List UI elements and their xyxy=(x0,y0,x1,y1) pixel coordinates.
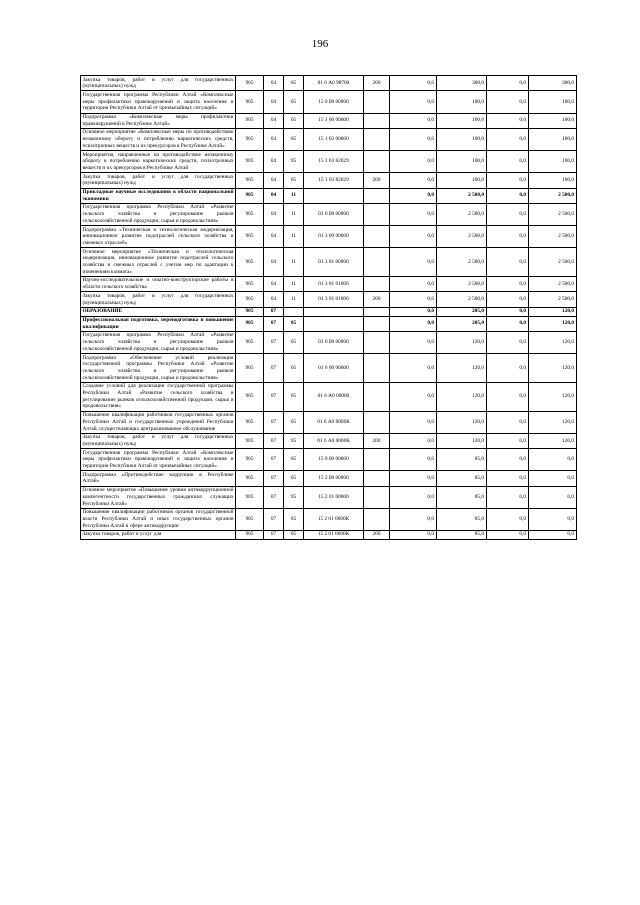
table-row xyxy=(81,91,577,113)
table-row xyxy=(81,354,577,383)
table-row xyxy=(81,248,577,277)
cell-name: Закупка товаров, работ и услуг для государственных (муниципальных) нужд xyxy=(82,173,234,187)
cell-name: Закупка товаров, работ и услуг для государственных (муниципальных) нужд xyxy=(82,76,234,90)
cell-pr: 11 xyxy=(284,203,304,225)
cell-vr xyxy=(364,382,390,411)
cell-vr xyxy=(364,113,390,128)
cell-name: Основное мероприятие «Повышение уровня антикоррупционной компетентности государственных гражданских служащих Республики Алтай» xyxy=(82,487,234,507)
cell-csr: 01 0 00 00000 xyxy=(304,331,364,353)
cell-vr xyxy=(364,203,390,225)
cell-grbs: 905 xyxy=(236,471,264,486)
cell-grbs: 905 xyxy=(236,76,264,91)
cell-grbs: 905 xyxy=(236,276,264,291)
cell-amount-4: 100,0 xyxy=(529,173,577,188)
cell-amount-1: 0,0 xyxy=(390,76,437,91)
cell-name: Закупка товаров, работ и услуг для государственных (муниципальных) нужд xyxy=(82,292,234,306)
cell-amount-2: 2 500,0 xyxy=(437,276,487,291)
cell-amount-1: 0,0 xyxy=(390,173,437,188)
cell-vr: 200 xyxy=(364,292,390,307)
cell-amount-3: 0,0 xyxy=(487,248,529,277)
cell-amount-3: 0,0 xyxy=(487,226,529,248)
cell-pr: 05 xyxy=(284,113,304,128)
cell-rz: 04 xyxy=(264,76,284,91)
cell-rz: 07 xyxy=(264,411,284,433)
cell-amount-2: 120,0 xyxy=(437,382,487,411)
cell-vr xyxy=(364,151,390,173)
cell-csr: 01 3 01 01006 xyxy=(304,292,364,307)
table-row xyxy=(81,508,577,530)
cell-amount-2: 2 500,0 xyxy=(437,292,487,307)
cell-amount-4: 2 500,0 xyxy=(529,276,577,291)
cell-csr: 01 3 00 00000 xyxy=(304,226,364,248)
cell-amount-4: 120,0 xyxy=(529,354,577,383)
cell-rz: 04 xyxy=(264,188,284,203)
cell-grbs: 905 xyxy=(236,449,264,471)
table-row xyxy=(81,128,577,150)
cell-vr xyxy=(364,449,390,471)
cell-grbs: 905 xyxy=(236,91,264,113)
cell-pr: 11 xyxy=(284,188,304,203)
cell-pr: 05 xyxy=(284,91,304,113)
cell-vr: 200 xyxy=(364,530,390,539)
cell-amount-3: 0,0 xyxy=(487,411,529,433)
cell-amount-2: 85,0 xyxy=(437,530,487,539)
cell-csr xyxy=(304,316,364,331)
cell-vr xyxy=(364,471,390,486)
cell-amount-3: 0,0 xyxy=(487,433,529,448)
cell-name: Научно-исследовательские и опытно-конструкторские работы в области сельского хозяйства xyxy=(82,277,234,291)
cell-amount-1: 0,0 xyxy=(390,203,437,225)
cell-name: ОБРАЗОВАНИЕ xyxy=(81,307,236,316)
cell-rz: 04 xyxy=(264,91,284,113)
cell-amount-4: 0,0 xyxy=(529,530,577,539)
cell-csr: 01 6 00 00000 xyxy=(304,354,364,383)
cell-csr: 15 0 00 00000 xyxy=(304,449,364,471)
cell-rz: 07 xyxy=(264,486,284,508)
cell-amount-2: 100,0 xyxy=(437,151,487,173)
cell-amount-1: 0,0 xyxy=(390,486,437,508)
cell-grbs: 905 xyxy=(236,292,264,307)
cell-amount-2: 205,0 xyxy=(437,316,487,331)
cell-pr: 05 xyxy=(284,449,304,471)
cell-amount-4: 2 500,0 xyxy=(529,226,577,248)
cell-csr: 01 6 А0 98700 xyxy=(304,76,364,91)
cell-name: Государственная программа Республики Алтай «Развитие сельского хозяйства и регулирование рынков сельскохозяйственной продукции, сырья и продовольствия» xyxy=(82,332,234,352)
cell-grbs: 905 xyxy=(236,411,264,433)
cell-csr: 01 6 А0 0000К xyxy=(304,433,364,448)
cell-csr: 15 1 03 82029 xyxy=(304,151,364,173)
table-row xyxy=(81,331,577,353)
cell-amount-3: 0,0 xyxy=(487,113,529,128)
cell-amount-2: 120,0 xyxy=(437,433,487,448)
cell-amount-2: 85,0 xyxy=(437,471,487,486)
cell-amount-3: 0,0 xyxy=(487,486,529,508)
cell-amount-1: 0,0 xyxy=(390,508,437,530)
cell-rz: 07 xyxy=(264,449,284,471)
cell-name: Создание условий для реализации государственной программы Республики Алтай «Развитие сельского хозяйства и регулирование рынков сельскохозяйственной продукции, сырья и продовольствия» xyxy=(82,383,234,410)
cell-csr: 01 3 01 00000 xyxy=(304,248,364,277)
budget-table xyxy=(80,75,577,540)
cell-name: Государственная программа Республики Алтай «Комплексные меры профилактики правонарушений и защита населения и территории Республики Алтай от чрезвычайных ситуаций» xyxy=(82,449,234,470)
cell-rz: 04 xyxy=(264,128,284,150)
cell-amount-4: 120,0 xyxy=(529,307,577,316)
cell-amount-4: 300,0 xyxy=(529,76,577,91)
cell-amount-1: 0,0 xyxy=(390,128,437,150)
table-row xyxy=(81,203,577,225)
table-row xyxy=(81,292,577,307)
cell-rz: 04 xyxy=(264,203,284,225)
cell-name: Подпрограмма «Комплексные меры профилактики правонарушений в Республике Алтай» xyxy=(82,114,234,127)
cell-name: Подпрограмма «Обеспечение условий реализации государственной программы Республики Алтай «Развитие сельского хозяйства и регулирование рынков сельскохозяйственной продукции, сырья и продовольствия» xyxy=(82,354,234,381)
cell-amount-4: 120,0 xyxy=(529,411,577,433)
cell-grbs: 905 xyxy=(236,354,264,383)
cell-pr: 05 xyxy=(284,173,304,188)
cell-amount-1: 0,0 xyxy=(390,354,437,383)
cell-amount-3: 0,0 xyxy=(487,471,529,486)
cell-vr: 200 xyxy=(364,76,390,91)
cell-rz: 04 xyxy=(264,276,284,291)
cell-amount-4: 0,0 xyxy=(529,486,577,508)
cell-amount-4: 120,0 xyxy=(529,433,577,448)
cell-amount-2: 85,0 xyxy=(437,449,487,471)
table-row xyxy=(81,226,577,248)
cell-vr xyxy=(364,331,390,353)
cell-amount-4: 100,0 xyxy=(529,113,577,128)
cell-csr: 15 2 00 00000 xyxy=(304,471,364,486)
cell-amount-3: 0,0 xyxy=(487,173,529,188)
cell-csr xyxy=(304,307,364,316)
cell-rz: 04 xyxy=(264,151,284,173)
cell-amount-1: 0,0 xyxy=(390,226,437,248)
cell-grbs: 905 xyxy=(236,113,264,128)
cell-vr xyxy=(364,276,390,291)
cell-rz: 07 xyxy=(264,307,284,316)
cell-rz: 07 xyxy=(264,316,284,331)
cell-csr: 15 1 00 00000 xyxy=(304,113,364,128)
cell-amount-3: 0,0 xyxy=(487,382,529,411)
cell-amount-4: 120,0 xyxy=(529,316,577,331)
cell-amount-2: 120,0 xyxy=(437,354,487,383)
page-number: 196 xyxy=(311,38,329,50)
cell-amount-1: 0,0 xyxy=(390,411,437,433)
cell-pr: 05 xyxy=(284,316,304,331)
cell-rz: 07 xyxy=(264,508,284,530)
cell-amount-1: 0,0 xyxy=(390,307,437,316)
cell-pr: 05 xyxy=(284,128,304,150)
cell-amount-3: 0,0 xyxy=(487,316,529,331)
table-row xyxy=(81,76,577,91)
cell-amount-4: 120,0 xyxy=(529,382,577,411)
cell-amount-3: 0,0 xyxy=(487,151,529,173)
cell-amount-2: 85,0 xyxy=(437,508,487,530)
cell-rz: 07 xyxy=(264,530,284,539)
table-row xyxy=(81,382,577,411)
table-row xyxy=(81,530,577,539)
cell-rz: 07 xyxy=(264,382,284,411)
cell-name: Повышение квалификации работников органов государственной власти Республики Алтай и иных государственных органов Республики Алтай в сфере антикоррупции xyxy=(82,509,234,529)
cell-pr: 05 xyxy=(284,508,304,530)
cell-amount-4: 2 500,0 xyxy=(529,248,577,277)
cell-amount-4: 0,0 xyxy=(529,508,577,530)
cell-vr xyxy=(364,248,390,277)
cell-grbs: 905 xyxy=(236,151,264,173)
cell-amount-1: 0,0 xyxy=(390,471,437,486)
table-row xyxy=(81,316,577,331)
cell-pr: 05 xyxy=(284,76,304,91)
cell-amount-2: 2 500,0 xyxy=(437,248,487,277)
cell-pr: 05 xyxy=(284,382,304,411)
table-row xyxy=(81,113,577,128)
table-row xyxy=(81,471,577,486)
cell-amount-3: 0,0 xyxy=(487,331,529,353)
cell-amount-3: 0,0 xyxy=(487,449,529,471)
cell-name: Закупка товаров, работ и услуг для xyxy=(81,530,236,539)
cell-amount-1: 0,0 xyxy=(390,113,437,128)
cell-grbs: 905 xyxy=(236,203,264,225)
table-row xyxy=(81,486,577,508)
cell-amount-1: 0,0 xyxy=(390,292,437,307)
cell-amount-4: 100,0 xyxy=(529,151,577,173)
cell-name: Закупка товаров, работ и услуг для государственных (муниципальных) нужд xyxy=(82,434,234,447)
cell-pr: 11 xyxy=(284,226,304,248)
cell-grbs: 905 xyxy=(236,188,264,203)
cell-rz: 04 xyxy=(264,248,284,277)
cell-grbs: 905 xyxy=(236,173,264,188)
cell-name: Профессиональная подготовка, переподготовка и повышение квалификации xyxy=(82,317,234,330)
table-row xyxy=(81,151,577,173)
cell-rz: 07 xyxy=(264,354,284,383)
cell-name: Государственная программа Республики Алтай «Развитие сельского хозяйства и регулирование рынков сельскохозяйственной продукции, сырья и продовольствия» xyxy=(82,204,234,224)
cell-name: Прикладные научные исследования в области национальной экономики xyxy=(82,189,234,202)
cell-csr: 15 1 03 00000 xyxy=(304,128,364,150)
cell-csr xyxy=(304,188,364,203)
cell-amount-2: 205,0 xyxy=(437,307,487,316)
cell-amount-1: 0,0 xyxy=(390,382,437,411)
cell-csr: 15 2 01 0000К xyxy=(304,530,364,539)
cell-pr: 11 xyxy=(284,248,304,277)
cell-vr xyxy=(364,316,390,331)
cell-vr xyxy=(364,226,390,248)
cell-vr xyxy=(364,508,390,530)
cell-csr: 15 2 01 00000 xyxy=(304,486,364,508)
cell-rz: 04 xyxy=(264,113,284,128)
cell-name: Мероприятия, направленные на противодействие незаконному обороту и потреблению наркотических средств, психотропных веществ и их прекурсоров в Республике Алтай xyxy=(82,151,234,171)
cell-grbs: 905 xyxy=(236,226,264,248)
cell-amount-2: 2 500,0 xyxy=(437,226,487,248)
cell-amount-3: 0,0 xyxy=(487,354,529,383)
table-row xyxy=(81,411,577,433)
cell-rz: 04 xyxy=(264,173,284,188)
cell-amount-1: 0,0 xyxy=(390,276,437,291)
cell-grbs: 905 xyxy=(236,530,264,539)
cell-amount-3: 0,0 xyxy=(487,188,529,203)
table-row xyxy=(81,188,577,203)
cell-pr: 05 xyxy=(284,486,304,508)
cell-vr xyxy=(364,486,390,508)
cell-amount-3: 0,0 xyxy=(487,76,529,91)
cell-name: Государственная программа Республики Алтай «Комплексные меры профилактики правонарушений и защита населения и территории Республики Алтай от чрезвычайных ситуаций» xyxy=(82,91,234,112)
cell-vr: 200 xyxy=(364,433,390,448)
cell-amount-2: 85,0 xyxy=(437,486,487,508)
cell-csr: 01 6 А0 0000К xyxy=(304,411,364,433)
cell-csr: 15 1 03 82029 xyxy=(304,173,364,188)
cell-name: Подпрограмма «Техническая и технологическая модернизация, инновационное развитие подотраслей сельского хозяйства и смежных отраслей» xyxy=(82,226,234,246)
cell-pr: 11 xyxy=(284,276,304,291)
cell-amount-1: 0,0 xyxy=(390,188,437,203)
cell-amount-4: 100,0 xyxy=(529,91,577,113)
cell-csr: 15 0 00 00000 xyxy=(304,91,364,113)
cell-name: Основное мероприятие «Техническая и технологическая модернизация, инновационное развитие подотраслей сельского хозяйства и смежных отраслей с учетом мер по адаптации к изменениям климата» xyxy=(82,248,234,275)
cell-amount-2: 100,0 xyxy=(437,91,487,113)
cell-amount-1: 0,0 xyxy=(390,331,437,353)
cell-amount-1: 0,0 xyxy=(390,248,437,277)
cell-amount-1: 0,0 xyxy=(390,433,437,448)
cell-amount-2: 2 500,0 xyxy=(437,203,487,225)
cell-amount-3: 0,0 xyxy=(487,128,529,150)
cell-vr xyxy=(364,307,390,316)
cell-vr xyxy=(364,354,390,383)
cell-amount-1: 0,0 xyxy=(390,91,437,113)
cell-grbs: 905 xyxy=(236,316,264,331)
cell-csr: 01 0 00 00000 xyxy=(304,203,364,225)
cell-vr xyxy=(364,188,390,203)
cell-amount-3: 0,0 xyxy=(487,508,529,530)
cell-name: Основное мероприятие «Комплексные меры по противодействию незаконному обороту и потреблению наркотических средств, психотропных веществ и их прекурсоров в Республике Алтай» xyxy=(82,129,234,149)
cell-pr: 05 xyxy=(284,471,304,486)
cell-amount-3: 0,0 xyxy=(487,276,529,291)
table-row xyxy=(81,307,577,316)
cell-amount-1: 0,0 xyxy=(390,449,437,471)
cell-amount-3: 0,0 xyxy=(487,307,529,316)
cell-vr xyxy=(364,411,390,433)
cell-pr: 05 xyxy=(284,151,304,173)
cell-pr: 05 xyxy=(284,331,304,353)
cell-amount-3: 0,0 xyxy=(487,91,529,113)
cell-rz: 07 xyxy=(264,433,284,448)
cell-rz: 04 xyxy=(264,292,284,307)
cell-grbs: 905 xyxy=(236,486,264,508)
table-row xyxy=(81,173,577,188)
cell-amount-2: 100,0 xyxy=(437,173,487,188)
cell-name: Подпрограмма «Противодействие коррупции в Республике Алтай» xyxy=(82,471,234,485)
cell-pr: 05 xyxy=(284,433,304,448)
cell-amount-2: 2 500,0 xyxy=(437,188,487,203)
cell-grbs: 905 xyxy=(236,331,264,353)
cell-pr: 05 xyxy=(284,530,304,539)
cell-amount-1: 0,0 xyxy=(390,151,437,173)
budget-table-body xyxy=(81,76,577,540)
cell-pr: 05 xyxy=(284,354,304,383)
cell-grbs: 905 xyxy=(236,508,264,530)
cell-csr: 01 3 01 01006 xyxy=(304,276,364,291)
cell-pr xyxy=(284,307,304,316)
cell-amount-2: 300,0 xyxy=(437,76,487,91)
cell-csr: 01 6 А0 00000 xyxy=(304,382,364,411)
cell-vr xyxy=(364,128,390,150)
cell-amount-4: 100,0 xyxy=(529,128,577,150)
cell-grbs: 905 xyxy=(236,433,264,448)
cell-amount-2: 100,0 xyxy=(437,128,487,150)
cell-amount-4: 2 500,0 xyxy=(529,292,577,307)
cell-vr xyxy=(364,91,390,113)
cell-grbs: 905 xyxy=(236,307,264,316)
cell-csr: 15 2 01 0000К xyxy=(304,508,364,530)
cell-amount-4: 0,0 xyxy=(529,471,577,486)
cell-amount-1: 0,0 xyxy=(390,316,437,331)
cell-amount-4: 2 500,0 xyxy=(529,188,577,203)
cell-grbs: 905 xyxy=(236,248,264,277)
cell-pr: 05 xyxy=(284,411,304,433)
cell-rz: 07 xyxy=(264,331,284,353)
cell-pr: 11 xyxy=(284,292,304,307)
cell-amount-3: 0,0 xyxy=(487,530,529,539)
cell-amount-2: 120,0 xyxy=(437,411,487,433)
cell-name: Повышение квалификации работников государственных органов Республики Алтай и государственных учреждений Республики Алтай, осуществляющих централизованное обслуживание xyxy=(82,412,234,432)
cell-vr: 200 xyxy=(364,173,390,188)
cell-amount-4: 120,0 xyxy=(529,331,577,353)
cell-amount-3: 0,0 xyxy=(487,292,529,307)
cell-amount-3: 0,0 xyxy=(487,203,529,225)
cell-amount-2: 120,0 xyxy=(437,331,487,353)
cell-grbs: 905 xyxy=(236,382,264,411)
cell-amount-1: 0,0 xyxy=(390,530,437,539)
table-row xyxy=(81,449,577,471)
table-row xyxy=(81,276,577,291)
table-row xyxy=(81,433,577,448)
cell-rz: 07 xyxy=(264,471,284,486)
cell-amount-2: 100,0 xyxy=(437,113,487,128)
cell-grbs: 905 xyxy=(236,128,264,150)
cell-amount-4: 2 500,0 xyxy=(529,203,577,225)
cell-amount-4: 0,0 xyxy=(529,449,577,471)
cell-rz: 04 xyxy=(264,226,284,248)
